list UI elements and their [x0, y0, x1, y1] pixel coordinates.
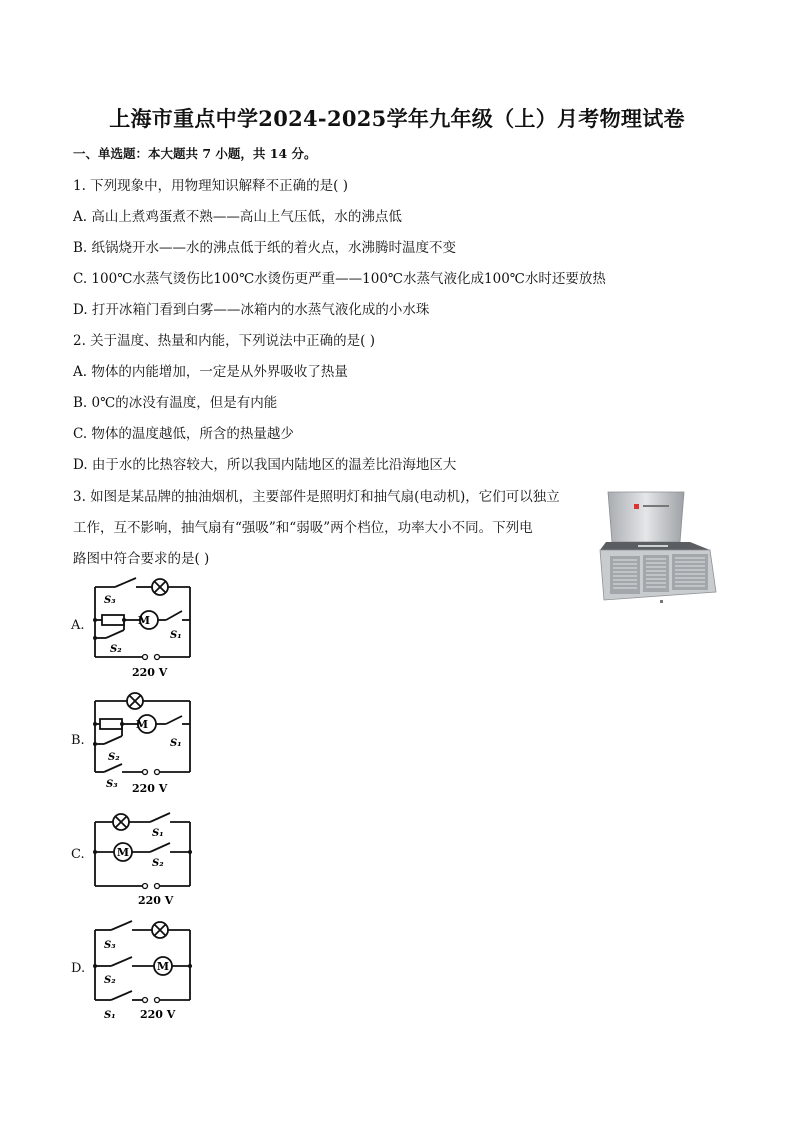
q1-stem: 1. 下列现象中，用物理知识解释不正确的是( ): [73, 178, 348, 194]
switch-s2-label: S₂: [108, 752, 120, 763]
q3-option-b-label: B.: [71, 733, 85, 748]
q3-stem-line2: 工作，互不影响，抽气扇有“强吸”和“弱吸”两个档位，功率大小不同。下列电: [73, 520, 533, 536]
q3-option-d-label: D.: [71, 961, 86, 976]
voltage-label: 220 V: [140, 1008, 176, 1021]
motor-label: M: [156, 960, 170, 973]
switch-s3-label: S₃: [104, 940, 116, 951]
circuit-diagram-d: [70, 914, 200, 1024]
section-heading: 一、单选题：本大题共 7 小题，共 14 分。: [73, 146, 317, 161]
voltage-label: 220 V: [132, 666, 168, 679]
q3-option-a-label: A.: [71, 618, 85, 633]
circuit-diagram-b: [70, 686, 200, 796]
circuit-diagram-c: [70, 800, 200, 910]
voltage-label: 220 V: [138, 894, 174, 907]
motor-label: M: [116, 846, 130, 859]
page-title: 上海市重点中学2024-2025学年九年级（上）月考物理试卷: [109, 106, 685, 131]
switch-s1-label: S₁: [104, 1010, 116, 1021]
q3-option-c-label: C.: [71, 847, 85, 862]
switch-s1-label: S₁: [170, 738, 182, 749]
q1-option-c: C. 100℃水蒸气烫伤比100℃水烫伤更严重——100℃水蒸气液化成100℃水时还要放热: [73, 271, 606, 287]
circuit-diagram-a: [70, 572, 200, 682]
q3-stem-line3: 路图中符合要求的是( ): [73, 551, 210, 567]
q1-option-d: D. 打开冰箱门看到白雾——冰箱内的水蒸气液化成的小水珠: [73, 302, 430, 318]
range-hood-image: [598, 488, 720, 608]
q2-stem: 2. 关于温度、热量和内能，下列说法中正确的是( ): [73, 333, 375, 349]
switch-s2-label: S₂: [152, 858, 164, 869]
q1-option-b: B. 纸锅烧开水——水的沸点低于纸的着火点，水沸腾时温度不变: [73, 240, 457, 256]
motor-label: M: [135, 718, 149, 731]
switch-s3-label: S₃: [104, 595, 116, 606]
q2-option-d: D. 由于水的比热容较大，所以我国内陆地区的温差比沿海地区大: [73, 457, 457, 473]
q3-stem-line1: 3. 如图是某品牌的抽油烟机，主要部件是照明灯和抽气扇(电动机)，它们可以独立: [73, 489, 560, 505]
q2-option-c: C. 物体的温度越低，所含的热量越少: [73, 426, 294, 442]
voltage-label: 220 V: [132, 782, 168, 795]
q2-option-b: B. 0℃的冰没有温度，但是有内能: [73, 395, 278, 411]
switch-s3-label: S₃: [106, 779, 118, 790]
switch-s2-label: S₂: [110, 644, 122, 655]
motor-label: M: [137, 614, 151, 627]
switch-s1-label: S₁: [152, 828, 164, 839]
switch-s2-label: S₂: [104, 975, 116, 986]
q2-option-a: A. 物体的内能增加，一定是从外界吸收了热量: [73, 364, 348, 380]
q1-option-a: A. 高山上煮鸡蛋煮不熟——高山上气压低，水的沸点低: [73, 209, 402, 225]
switch-s1-label: S₁: [170, 630, 182, 641]
